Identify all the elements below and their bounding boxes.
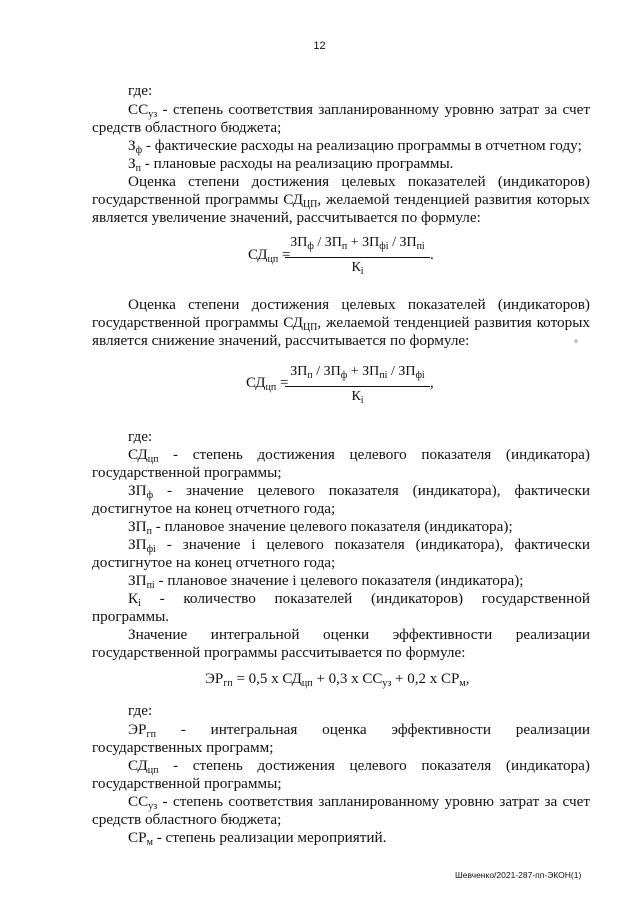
text-line: $ЭР_{гп}$ - интегральная оценка эффективности реализации: [128, 721, 590, 740]
formula-1-end: .: [430, 247, 434, 263]
text-line: $К_i$ - количество показателей (индикаторов) государственной: [128, 590, 590, 609]
formula-2-fraction: [285, 364, 430, 412]
text-line: государственных программ;: [92, 739, 274, 756]
text-line: $СД_{цп}$ - степень достижения целевого показателя (индикатора): [128, 757, 590, 776]
text-line: средств областного бюджета;: [92, 119, 282, 136]
scan-speck: [574, 339, 578, 343]
text-line: где:: [128, 702, 153, 719]
text-line: где:: [128, 428, 153, 445]
formula-1-fraction: [285, 235, 430, 283]
text-line: $ЗП_п$ - плановое значение целевого показателя (индикатора);: [128, 518, 513, 537]
formula-1-denominator: $К_i$: [351, 260, 364, 277]
text-line: $З_п$ - плановые расходы на реализацию программы.: [128, 155, 454, 174]
text-line: $СР_м$ - степень реализации мероприятий.: [128, 829, 387, 848]
formula-3: $ЭР_{гп} = 0,5$ х $СД_{цп} + 0,3$ х $СС_{уз} + 0,2$ х $СР_м$,: [205, 671, 470, 689]
text-line: государственной программы $СД_{ЦП}$, желаемой тенденцией развития которых: [92, 191, 590, 210]
fraction-bar: [285, 386, 430, 387]
document-footer-code: Шевченко/2021-287-пп-ЭКОН(1): [455, 870, 582, 880]
formula-2-denominator: $К_i$: [351, 389, 364, 406]
text-line: $СС_{уз}$ - степень соответствия запланированному уровню затрат за счет: [128, 101, 590, 120]
text-line: является снижение значений, рассчитывается по формуле:: [92, 332, 470, 349]
formula-1-numerator: $ЗП_ф / ЗП_п + ЗП_{фi} / ЗП_{пi}$: [290, 235, 425, 252]
text-line: программы.: [92, 608, 170, 625]
text-line: $СС_{уз}$ - степень соответствия запланированному уровню затрат за счет: [128, 793, 590, 812]
text-line: является увеличение значений, рассчитывается по формуле:: [92, 209, 481, 226]
text-line: достигнутое на конец отчетного года;: [92, 554, 336, 571]
text-line: $ЗП_{фi}$ - значение i целевого показателя (индикатора), фактически: [128, 536, 590, 555]
text-line: средств областного бюджета;: [92, 811, 282, 828]
page-number: 12: [313, 40, 326, 52]
text-line: государственной программы;: [92, 464, 282, 481]
text-line: Значение интегральной оценки эффективности реализации: [128, 626, 590, 643]
text-line: государственной программы;: [92, 775, 282, 792]
formula-2-numerator: $ЗП_п / ЗП_ф + ЗП_{пi} / ЗП_{фi}$: [290, 364, 425, 381]
text-line: государственной программы рассчитывается по формуле:: [92, 644, 466, 661]
formula-2-lhs: $СД_{цп}$ =: [246, 375, 289, 393]
text-line: государственной программы $СД_{ЦП}$, желаемой тенденцией развития которых: [92, 314, 590, 333]
text-line: $СД_{цп}$ - степень достижения целевого показателя (индикатора): [128, 446, 590, 465]
fraction-bar: [285, 257, 430, 258]
text-line: $З_ф$ - фактические расходы на реализацию программы в отчетном году;: [128, 137, 582, 156]
text-line: Оценка степени достижения целевых показателей (индикаторов): [128, 173, 590, 190]
formula-2-end: ,: [430, 375, 434, 391]
text-line: где:: [128, 82, 153, 99]
text-line: $ЗП_{пi}$ - плановое значение i целевого показателя (индикатора);: [128, 572, 524, 591]
text-line: Оценка степени достижения целевых показателей (индикаторов): [128, 296, 590, 313]
formula-1-lhs: $СД_{цп}$ =: [248, 247, 291, 265]
text-line: $ЗП_ф$ - значение целевого показателя (индикатора), фактически: [128, 482, 590, 501]
text-line: достигнутое на конец отчетного года;: [92, 500, 336, 517]
